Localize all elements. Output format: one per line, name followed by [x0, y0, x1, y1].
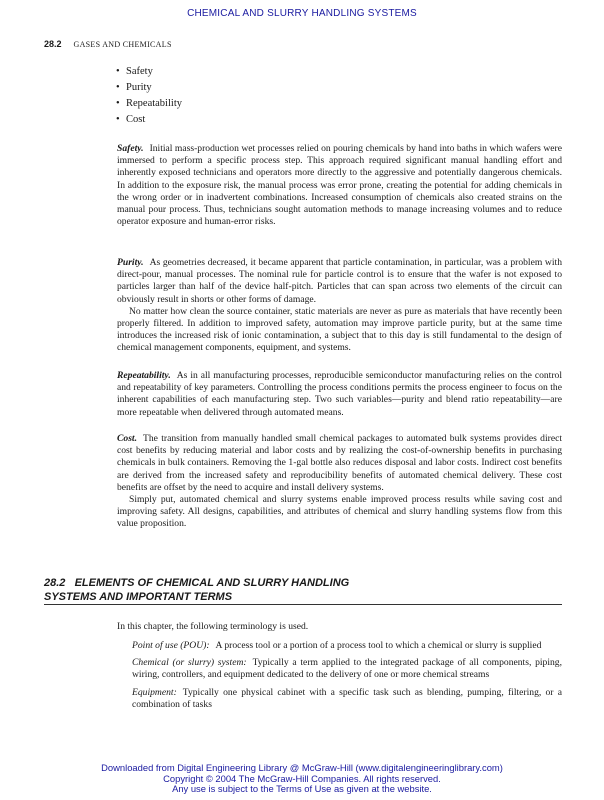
safety-text: Initial mass-production wet processes relied on pouring chemicals by hand into baths in which wafers were immersed to perform a specific process step. This approach required significant manual handling effort and inherently exposed technicians and operators more directly to the aggressive and potentially dangerous chemicals. In addition to the exposure risk, the manual process was error prone, creating the potential for adding chemicals in the wrong order or in inadvertent combinations. Increased consumption of chemicals also created strains on the manual pour process. Thus, technicians sought automation methods to manage increasing volumes and to reduce operator exposure and human-error risks.	[117, 143, 562, 228]
repeatability-lead: Repeatability.	[117, 370, 171, 381]
page-section-title: GASES AND CHEMICALS	[73, 40, 172, 49]
purity-text-2: No matter how clean the source container, static materials are never as pure as materials that have recently been properly filtered. In addition to improved safety, automation may improve particle purity, but at the same time introduces the increased risk of ionic contamination, a subject that to this day is still fundamental to the design of chemical management components, equipment, and systems.	[117, 305, 562, 354]
purity-paragraph	[117, 257, 562, 355]
term-entry	[132, 657, 562, 681]
terms-list	[132, 640, 562, 716]
page-header	[44, 39, 172, 49]
list-item: • Purity	[116, 82, 152, 93]
running-head: CHEMICAL AND SLURRY HANDLING SYSTEMS	[187, 8, 417, 19]
term-name: Chemical (or slurry) system:	[132, 657, 247, 669]
cost-lead: Cost.	[117, 433, 137, 444]
section-title-line1: ELEMENTS OF CHEMICAL AND SLURRY HANDLING	[74, 577, 350, 589]
list-item: • Repeatability	[116, 98, 182, 109]
footer-terms-link[interactable]: Any use is subject to the Terms of Use as given at the website.	[172, 783, 432, 794]
bullet-list	[116, 64, 182, 128]
repeatability-paragraph	[117, 370, 562, 419]
section-intro: In this chapter, the following terminology is used.	[117, 621, 309, 632]
page-number: 28.2	[44, 39, 62, 49]
section-heading	[44, 576, 562, 604]
term-entry	[132, 687, 562, 711]
section-title-line2: SYSTEMS AND IMPORTANT TERMS	[44, 591, 233, 603]
page-footer	[0, 763, 604, 795]
repeatability-text: As in all manufacturing processes, reproducible semiconductor manufacturing relies on the control and repeatability of key parameters. Controlling the process conditions permits the process engineer to focus on the inherent capabilities of each manufacturing step. Two such variables—purity and blend ratio repeatability—are more repeatable when delivered through automated means.	[117, 370, 562, 418]
purity-lead: Purity.	[117, 257, 144, 268]
term-entry	[132, 640, 562, 652]
section-number: 28.2	[44, 577, 66, 589]
safety-lead: Safety.	[117, 143, 144, 154]
list-item: • Cost	[116, 114, 146, 125]
footer-copyright: Copyright © 2004 The McGraw-Hill Companies. All rights reserved.	[163, 772, 441, 784]
cost-text-2: Simply put, automated chemical and slurry systems enable improved process results while saving cost and improving safety. All designs, capabilities, and attributes of chemical and slurry handling systems flow from this value proposition.	[117, 494, 562, 530]
term-definition: Typically one physical cabinet with a specific task such as blending, pumping, filtering, or a combination of tasks	[132, 686, 562, 710]
purity-text: As geometries decreased, it became apparent that particle contamination, in particular, was a problem with direct-pour, manual processes. The nominal rule for particle control is to ensure that the wafer is not exposed to particles larger than half of the device half-pitch. Particles that can span across two elements of the circuit can obviously result in shorts or other forms of damage.	[117, 257, 562, 305]
term-name: Equipment:	[132, 686, 177, 698]
cost-text: The transition from manually handled small chemical packages to automated bulk systems provides direct cost benefits by reducing material and labor costs and by realizing the cost-of-ownership benefits in purchasing chemicals in bulk containers. Removing the 1-gal bottle also reduces disposal and labor costs. Indirect cost benefits are derived from the increased safety and reproducibility benefits of automated chemical delivery. These cost benefits are offset by the need to acquire and install delivery systems.	[117, 433, 562, 493]
term-name: Point of use (POU):	[132, 640, 210, 651]
footer-download-link[interactable]: Downloaded from Digital Engineering Library @ McGraw-Hill (www.digitalengineeringlibrary.com)	[101, 762, 503, 773]
term-definition: Typically a term applied to the integrated package of all components, piping, wiring, controllers, and equipment dedicated to the delivery of one or more chemical streams	[132, 657, 562, 681]
term-definition: A process tool or a portion of a process tool to which a chemical or slurry is supplied	[215, 640, 542, 651]
list-item: • Safety	[116, 66, 153, 77]
section-divider	[44, 604, 562, 605]
cost-paragraph	[117, 433, 562, 531]
safety-paragraph	[117, 143, 562, 228]
